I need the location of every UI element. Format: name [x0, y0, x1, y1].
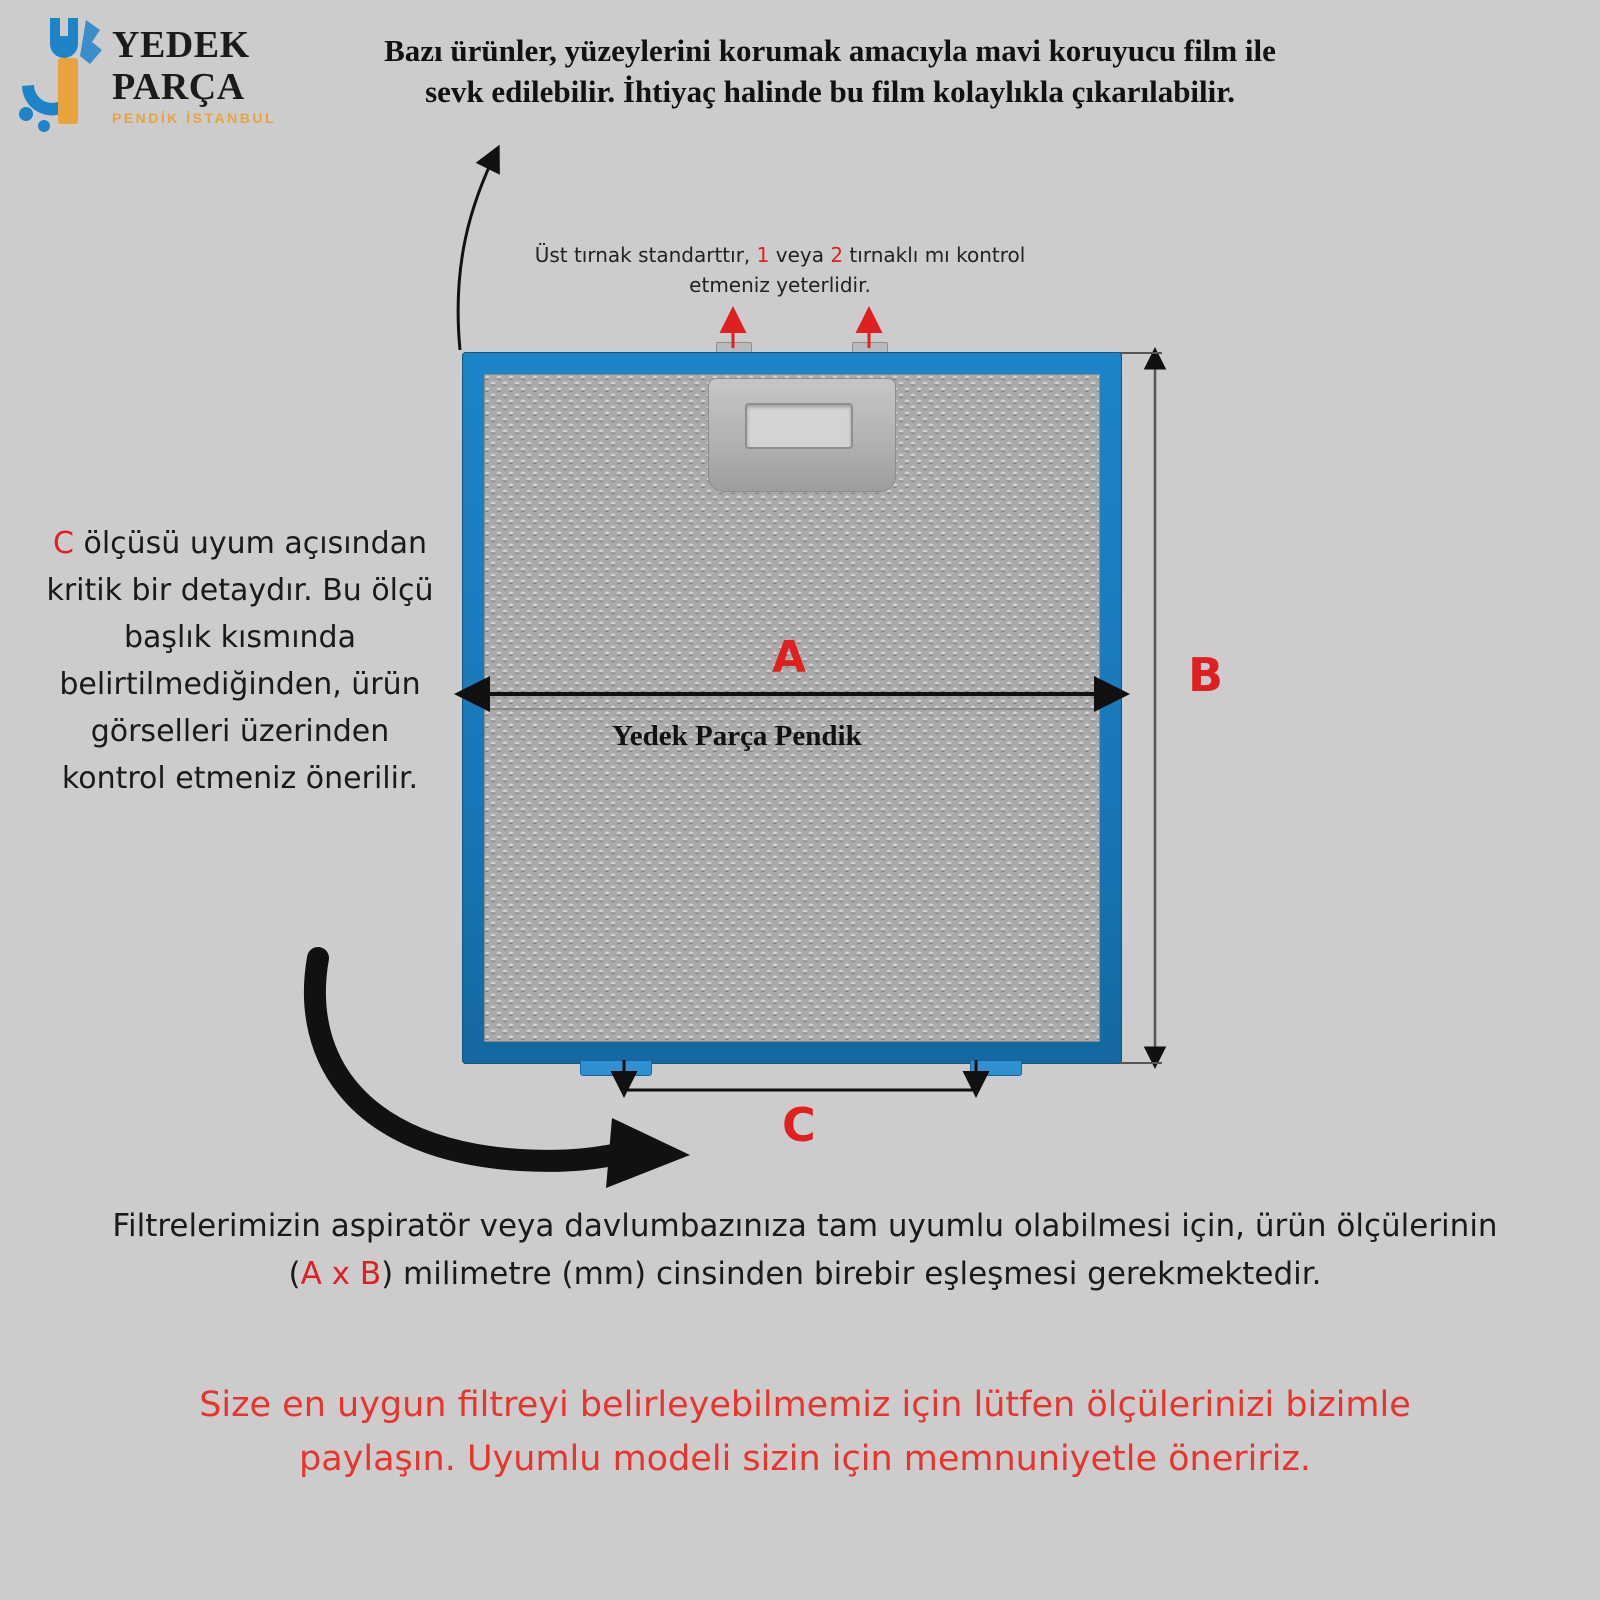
brand-logo	[14, 10, 314, 150]
bottom-paragraph-part1: Filtrelerimizin aspiratör veya davlumbazınıza tam uyumlu olabilmesi için, ürün ölçülerinin (	[112, 1208, 1498, 1292]
top-heading: Bazı ürünler, yüzeylerini korumak amacıyla mavi koruyucu film ile sevk edilebilir. İhtiyaç halinde bu film kolaylıkla çıkarılabilir.	[384, 33, 1276, 109]
left-paragraph-c-letter: C	[52, 526, 74, 561]
logo-line-1: YEDEK	[112, 24, 250, 66]
tab-note-number-1: 1	[756, 243, 770, 267]
dimension-label-b: B	[1188, 648, 1224, 702]
dimension-label-c: C	[782, 1098, 816, 1152]
handle-slot	[745, 403, 853, 449]
tab-note-prefix: Üst tırnak standarttır,	[534, 243, 757, 267]
bottom-tab-2	[970, 1060, 1022, 1076]
tab-note-suffix: tırnaklı mı kontrol etmeniz yeterlidir.	[689, 243, 1026, 297]
watermark-text: Yedek Parça Pendik	[612, 720, 862, 752]
tab-note-number-2: 2	[830, 243, 844, 267]
red-call-to-action: Size en uygun filtreyi belirleyebilmemiz için lütfen ölçülerinizi bizimle paylaşın. Uyumlu modeli sizin için memnuniyetle öneririz.	[199, 1385, 1411, 1479]
bottom-paragraph	[110, 1202, 1500, 1298]
bottom-paragraph-part2: ) milimetre (mm) cinsinden birebir eşleşmesi gerekmektedir.	[381, 1256, 1322, 1292]
filter-illustration	[462, 352, 1122, 1064]
logo-line-2: PARÇA	[112, 66, 245, 108]
tab-note	[520, 240, 1040, 300]
mesh-seam	[484, 708, 1100, 710]
filter-handle	[708, 378, 896, 492]
left-paragraph	[40, 520, 440, 802]
left-paragraph-text: ölçüsü uyum açısından kritik bir detaydır. Bu ölçü başlık kısmında belirtilmediğinden, ürün görselleri üzerinden kontrol etmeniz önerilir.	[46, 526, 434, 796]
logo-subtitle: PENDİK İSTANBUL	[112, 110, 277, 126]
bottom-tab-1	[580, 1060, 652, 1076]
bottom-paragraph-ab: A x B	[300, 1256, 382, 1292]
logo-mark-icon	[14, 14, 110, 134]
tab-note-middle: veya	[769, 243, 831, 267]
dimension-label-a: A	[772, 632, 807, 683]
